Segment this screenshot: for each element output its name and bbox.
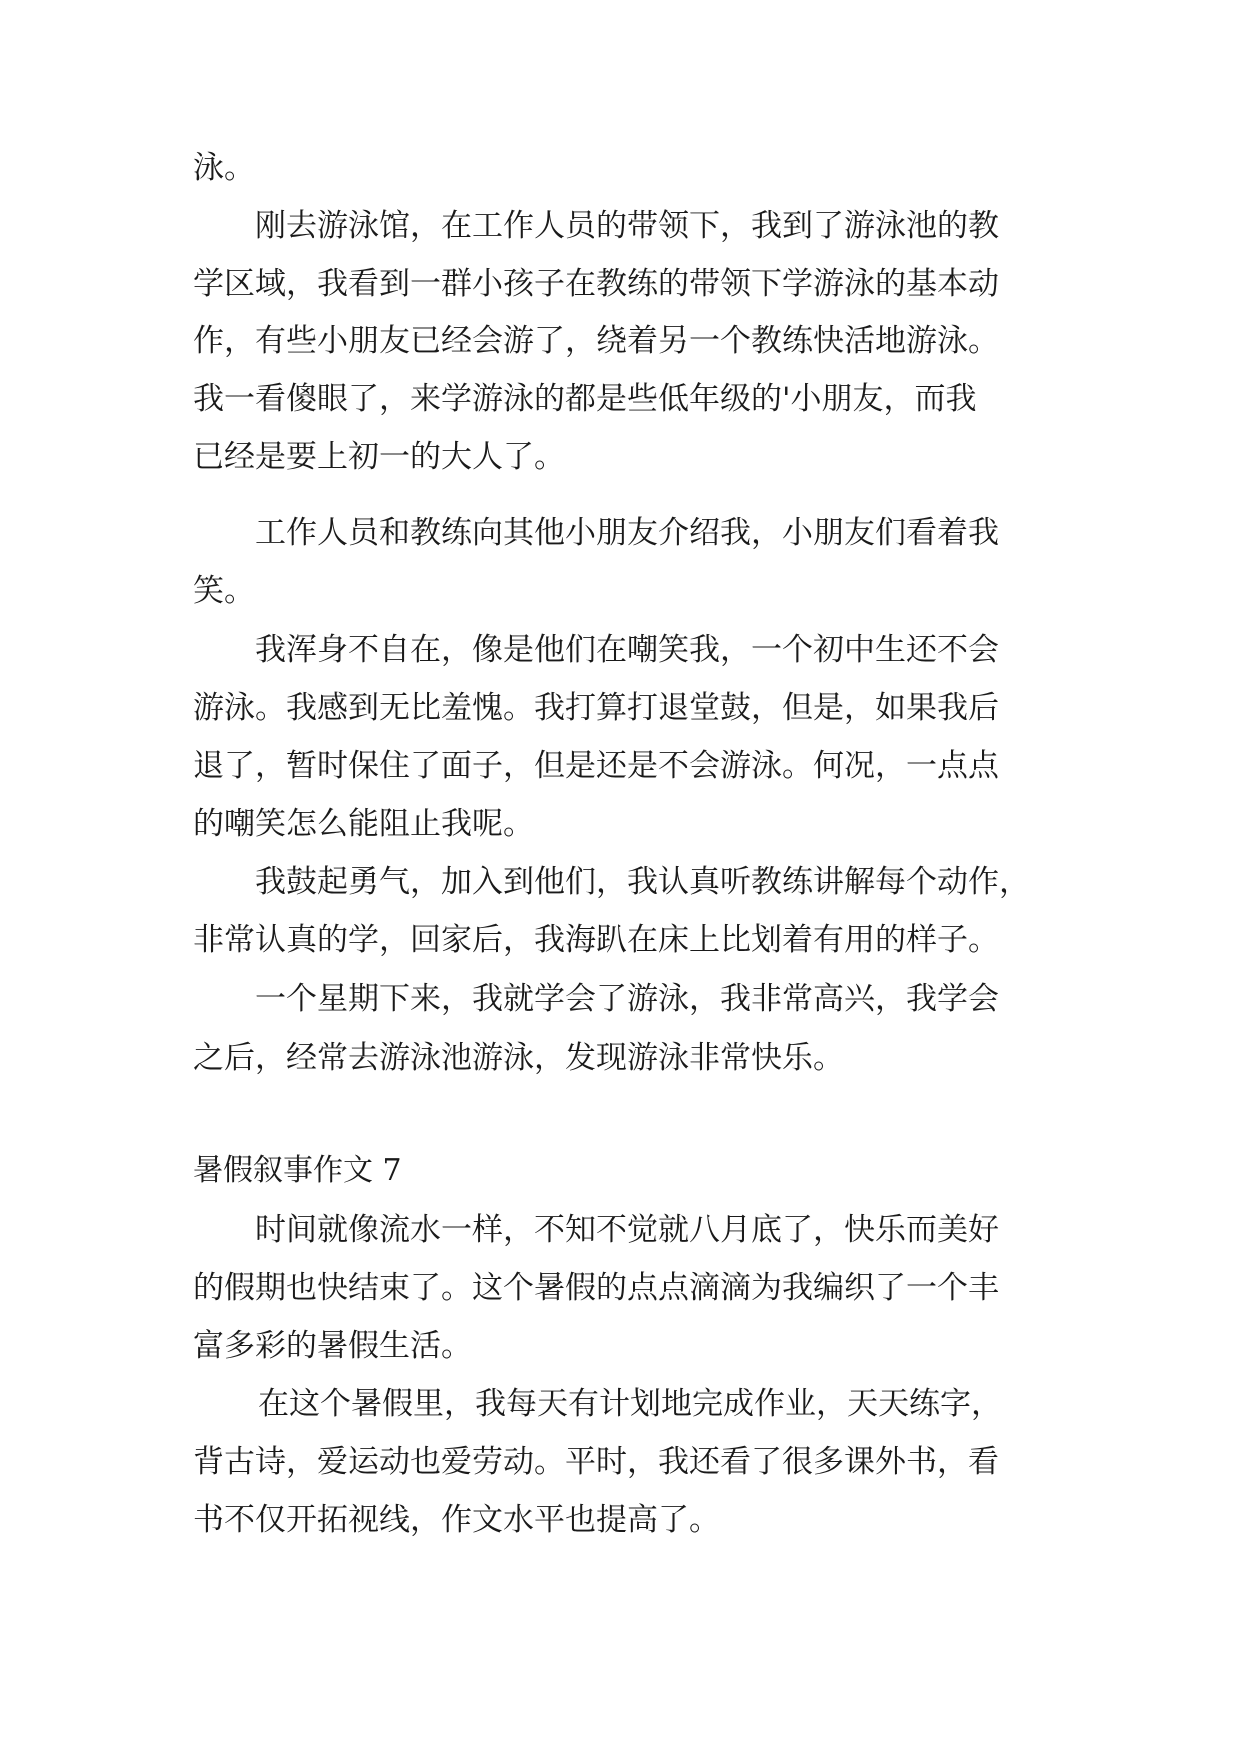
text-line: 非常认真的学，回家后，我海趴在床上比划着有用的样子。 bbox=[193, 922, 999, 958]
text-line: 在这个暑假里，我每天有计划地完成作业，天天练字， bbox=[258, 1386, 1002, 1422]
text-line: 笑。 bbox=[193, 573, 255, 609]
text-line: 我鼓起勇气，加入到他们，我认真听教练讲解每个动作， bbox=[255, 864, 1030, 900]
text-line: 已经是要上初一的大人了。 bbox=[193, 439, 565, 475]
text-line: 游泳。我感到无比羞愧。我打算打退堂鼓，但是，如果我后 bbox=[193, 690, 999, 726]
text-line: 刚去游泳馆，在工作人员的带领下，我到了游泳池的教 bbox=[255, 208, 999, 244]
text-line: 富多彩的暑假生活。 bbox=[193, 1328, 472, 1364]
text-line: 一个星期下来，我就学会了游泳，我非常高兴，我学会 bbox=[255, 981, 999, 1017]
text-line: 时间就像流水一样，不知不觉就八月底了，快乐而美好 bbox=[255, 1212, 999, 1248]
text-line: 的嘲笑怎么能阻止我呢。 bbox=[193, 806, 534, 842]
text-line: 书不仅开拓视线，作文水平也提高了。 bbox=[193, 1502, 720, 1538]
text-line: 学区域，我看到一群小孩子在教练的带领下学游泳的基本动 bbox=[193, 266, 999, 302]
text-line: 泳。 bbox=[193, 150, 255, 186]
text-line: 的假期也快结束了。这个暑假的点点滴滴为我编织了一个丰 bbox=[193, 1270, 999, 1306]
text-line: 我浑身不自在，像是他们在嘲笑我，一个初中生还不会 bbox=[255, 632, 999, 668]
text-line: 工作人员和教练向其他小朋友介绍我，小朋友们看着我 bbox=[255, 515, 999, 551]
text-line: 退了，暂时保住了面子，但是还是不会游泳。何况，一点点 bbox=[193, 748, 999, 784]
text-line: 之后，经常去游泳池游泳，发现游泳非常快乐。 bbox=[193, 1040, 844, 1076]
text-line: 背古诗，爱运动也爱劳动。平时，我还看了很多课外书，看 bbox=[193, 1444, 999, 1480]
section-title: 暑假叙事作文 7 bbox=[193, 1153, 402, 1188]
text-line: 我一看傻眼了，来学游泳的都是些低年级的'小朋友，而我 bbox=[193, 381, 977, 417]
text-line: 作，有些小朋友已经会游了，绕着另一个教练快活地游泳。 bbox=[193, 323, 999, 359]
